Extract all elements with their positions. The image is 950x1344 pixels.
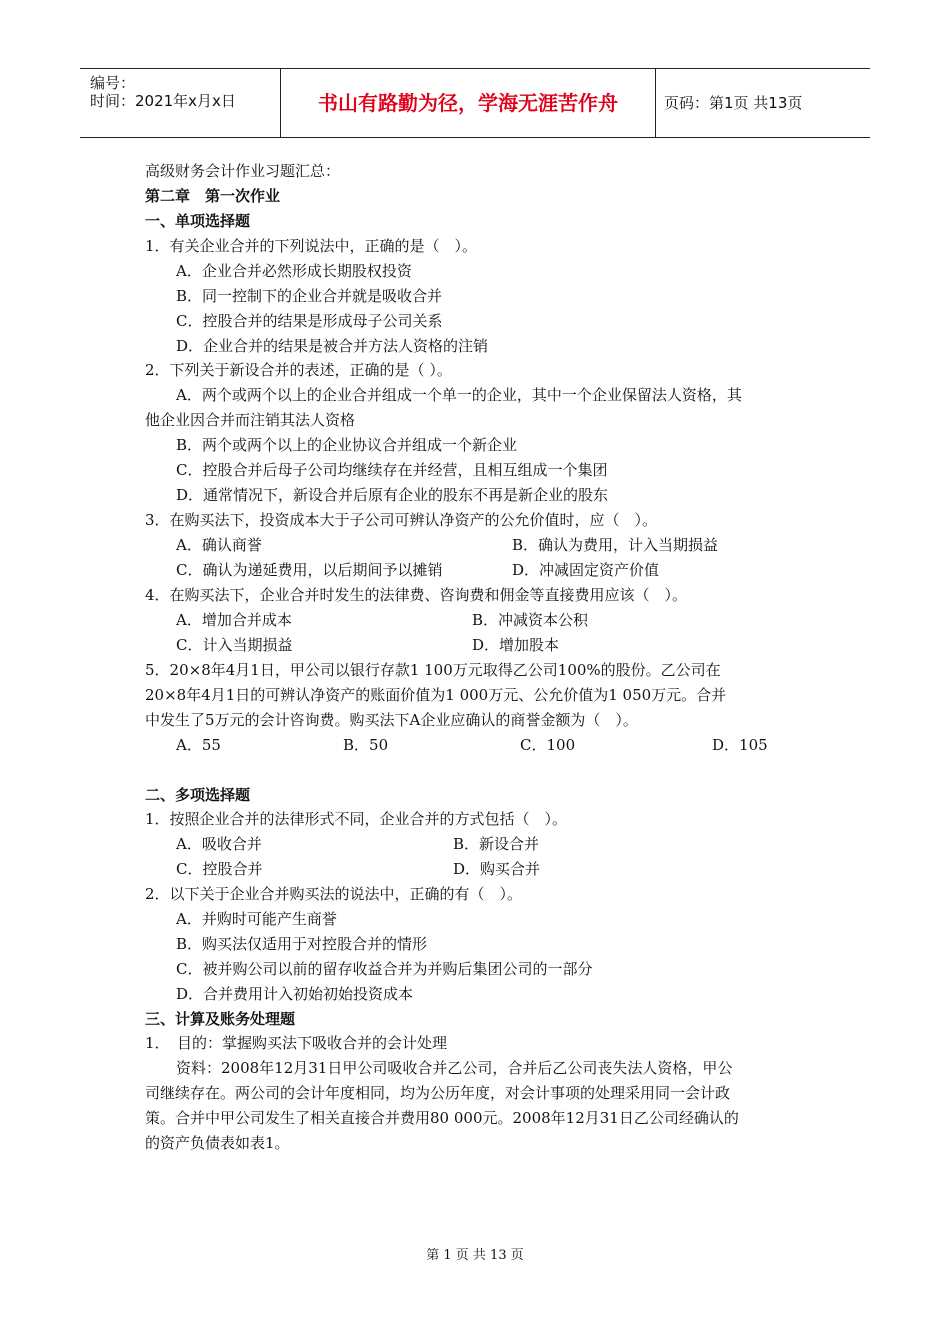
option: C．计入当期损益 bbox=[176, 636, 293, 654]
multi-question-1: 1．按照企业合并的法律形式不同，企业合并的方式包括（ ）。 bbox=[145, 810, 568, 828]
date-label: 时间：2021年x月x日 bbox=[90, 92, 236, 110]
multi-question-2: 2．以下关于企业合并购买法的说法中，正确的有（ ）。 bbox=[145, 885, 523, 903]
option: D．购买合并 bbox=[453, 860, 541, 878]
question-3: 3．在购买法下，投资成本大于子公司可辨认净资产的公允价值时，应（ ）。 bbox=[145, 511, 658, 529]
option: C．确认为递延费用，以后期间予以摊销 bbox=[176, 561, 443, 579]
question-4: 4．在购买法下，企业合并时发生的法律费、咨询费和佣金等直接费用应该（ ）。 bbox=[145, 586, 688, 604]
question-5-line: 中发生了5万元的会计咨询费。购买法下A企业应确认的商誉金额为（ ）。 bbox=[145, 711, 638, 729]
calc-material: 资料：2008年12月31日甲公司吸收合并乙公司，合并后乙公司丧失法人资格，甲公 bbox=[176, 1059, 733, 1077]
option: A．并购时可能产生商誉 bbox=[176, 910, 337, 928]
option: D．增加股本 bbox=[472, 636, 560, 654]
option: B．购买法仅适用于对控股合并的情形 bbox=[176, 935, 428, 953]
option: C．控股合并的结果是形成母子公司关系 bbox=[176, 312, 443, 330]
option: B．同一控制下的企业合并就是吸收合并 bbox=[176, 287, 443, 305]
question-2: 2．下列关于新设合并的表述，正确的是（ ）。 bbox=[145, 361, 452, 379]
page-footer: 第 1 页 共 13 页 bbox=[426, 1248, 524, 1263]
option: A．两个或两个以上的企业合并组成一个单一的企业，其中一个企业保留法人资格，其 bbox=[176, 386, 742, 404]
header-page-info: 页码：第1页 共13页 bbox=[664, 94, 803, 112]
calc-material-line: 司继续存在。两公司的会计年度相同，均为公历年度，对会计事项的处理采用同一会计政 bbox=[145, 1084, 731, 1102]
option: A．企业合并必然形成长期股权投资 bbox=[176, 262, 412, 280]
option: D．企业合并的结果是被合并方法人资格的注销 bbox=[176, 337, 489, 355]
calc-material-line: 策。合并中甲公司发生了相关直接合并费用80 000元。2008年12月31日乙公司经确认的 bbox=[145, 1109, 739, 1127]
section-calculation: 三、计算及账务处理题 bbox=[145, 1010, 296, 1028]
option: D．105 bbox=[712, 736, 768, 754]
page-header bbox=[80, 68, 870, 138]
option: A．增加合并成本 bbox=[176, 611, 292, 629]
question-1: 1．有关企业合并的下列说法中，正确的是（ ）。 bbox=[145, 237, 478, 255]
calc-question-1: 1． 目的：掌握购买法下吸收合并的会计处理 bbox=[145, 1034, 448, 1052]
question-5: 5．20×8年4月1日，甲公司以银行存款1 100万元取得乙公司100%的股份。乙公司在 bbox=[145, 661, 721, 679]
option-continued: 他企业因合并而注销其法人资格 bbox=[145, 411, 356, 429]
option: A．吸收合并 bbox=[176, 835, 262, 853]
option: C．控股合并后母子公司均继续存在并经营，且相互组成一个集团 bbox=[176, 461, 608, 479]
option: B．确认为费用，计入当期损益 bbox=[512, 536, 719, 554]
option: B．50 bbox=[343, 736, 389, 754]
option: C．被并购公司以前的留存收益合并为并购后集团公司的一部分 bbox=[176, 960, 593, 978]
section-single-choice: 一、单项选择题 bbox=[145, 212, 251, 230]
option: A．55 bbox=[176, 736, 221, 754]
doc-intro: 高级财务会计作业习题汇总： bbox=[145, 162, 341, 180]
option: D．冲减固定资产价值 bbox=[512, 561, 660, 579]
question-5-line: 20×8年4月1日的可辨认净资产的账面价值为1 000万元、公允价值为1 050万元。合并 bbox=[145, 686, 727, 704]
calc-material-line: 的资产负债表如表1。 bbox=[145, 1134, 290, 1152]
header-meta bbox=[80, 69, 281, 137]
option: C．100 bbox=[520, 736, 576, 754]
option: C．控股合并 bbox=[176, 860, 263, 878]
option: D．通常情况下，新设合并后原有企业的股东不再是新企业的股东 bbox=[176, 486, 609, 504]
option: B．新设合并 bbox=[453, 835, 540, 853]
option: B．冲减资本公积 bbox=[472, 611, 589, 629]
option: A．确认商誉 bbox=[176, 536, 262, 554]
chapter-title: 第二章 第一次作业 bbox=[145, 187, 281, 205]
header-motto: 书山有路勤为径，学海无涯苦作舟 bbox=[281, 69, 656, 137]
option: D．合并费用计入初始初始投资成本 bbox=[176, 985, 414, 1003]
option: B．两个或两个以上的企业协议合并组成一个新企业 bbox=[176, 436, 518, 454]
number-label: 编号： bbox=[90, 74, 136, 92]
section-multiple-choice: 二、多项选择题 bbox=[145, 786, 251, 804]
